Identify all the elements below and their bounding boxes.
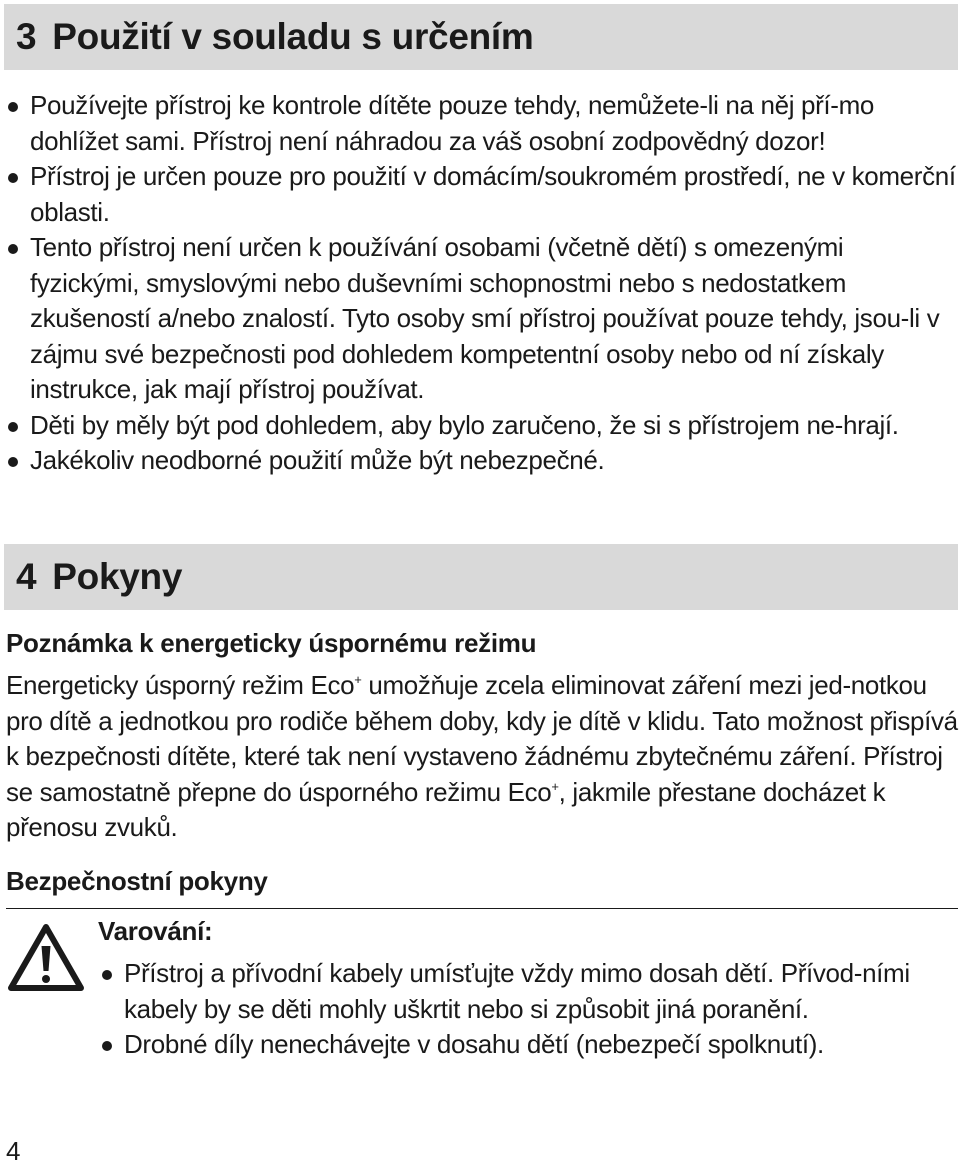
- list-item: Přístroj je určen pouze pro použití v domácím/soukromém prostředí, ne v komerční oblasti.: [6, 159, 958, 230]
- section-3-bullet-list: [6, 88, 958, 479]
- warning-list: [100, 956, 960, 1063]
- list-item: Používejte přístroj ke kontrole dítěte pouze tehdy, nemůžete-li na něj pří-mo dohlížet sami. Přístroj není náhradou za váš osobní zodpovědný dozor!: [6, 88, 958, 159]
- eco-text-part-2: umožňuje zcela eliminovat záření mezi jed-notkou pro dítě a jednotkou pro rodiče během doby, kdy je dítě v klidu. Tato možnost přispívá k bezpečnosti dítěte, které tak není vystaveno žádnému zbytečnému záření. Přístroj se samostatně přepne do úsporného režimu Eco: [6, 670, 958, 807]
- list-item: Děti by měly být pod dohledem, aby bylo zaručeno, že si s přístrojem ne-hrají.: [6, 408, 958, 444]
- list-item: Tento přístroj není určen k používání osobami (včetně dětí) s omezenými fyzickými, smyslovými nebo duševními schopnostmi nebo s nedostatkem zkušeností a/nebo znalostí. Tyto osoby smí přístroj používat pouze tehdy, jsou-li v zájmu své bezpečnosti pod dohledem kompetentní osoby nebo od ní získaly instrukce, jak mají přístroj používat.: [6, 230, 958, 408]
- eco-note-paragraph: [6, 668, 958, 846]
- list-item: Jakékoliv neodborné použití může být nebezpečné.: [6, 443, 958, 479]
- section-3-header: [4, 4, 958, 70]
- eco-text-part-3: , jakmile přestane docházet k přenosu zvuků.: [6, 776, 886, 842]
- section-3-number: 3: [16, 16, 37, 57]
- warning-title: Varování:: [98, 916, 213, 946]
- section-4-header: [4, 544, 958, 610]
- warning-triangle-icon: [6, 922, 86, 992]
- section-4-title: Pokyny: [52, 556, 183, 597]
- section-4-number: 4: [16, 556, 37, 597]
- eco-plus-sup-2: +: [551, 778, 559, 794]
- section-3-title: Použití v souladu s určením: [52, 16, 534, 57]
- safety-heading: Bezpečnostní pokyny: [6, 866, 268, 896]
- page-number: 4: [6, 1136, 21, 1166]
- eco-plus-sup-1: +: [354, 672, 362, 687]
- eco-note-heading: Poznámka k energeticky úspornému režimu: [6, 628, 537, 658]
- list-item: Přístroj a přívodní kabely umísťujte vždy mimo dosah dětí. Přívod-ními kabely by se děti mohly uškrtit nebo si způsobit jiná poranění.: [100, 956, 960, 1027]
- list-item: Drobné díly nenechávejte v dosahu dětí (nebezpečí spolknutí).: [100, 1027, 960, 1063]
- eco-text-part-1: Energeticky úsporný režim Eco: [6, 670, 355, 700]
- divider: [6, 908, 958, 909]
